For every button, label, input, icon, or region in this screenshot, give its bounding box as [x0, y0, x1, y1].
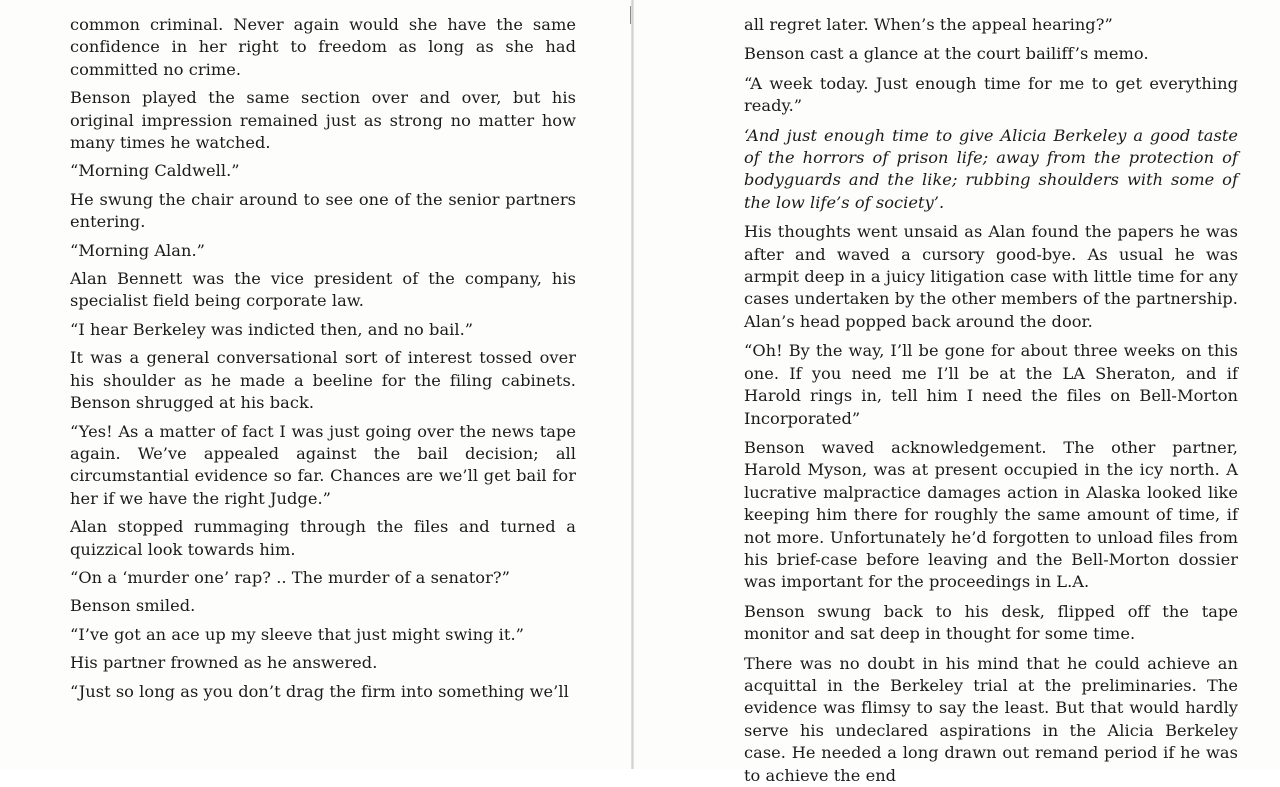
right-paragraph-5: His thoughts went unsaid as Alan found the papers he was after and waved a cursory good-bye. As usual he was armpit deep in a juicy litigation case with little time for any cases undertaken by the other members of the partnership. Alan’s head popped back around the door. — [744, 222, 1238, 331]
left-paragraph-9: “Yes! As a matter of fact I was just going over the news tape again. We’ve appealed against the bail decision; all circumstantial evidence so far. Chances are we’ll get bail for her if we have the right Judge.” — [70, 421, 576, 508]
right-paragraph-7: Benson waved acknowledgement. The other partner, Harold Myson, was at present occupied in the icy north. A lucrative malpractice damages action in Alaska looked like keeping him there for roughly the same amount of time, if not more. Unfortunately he’d forgotten to unload files from his brief-case before leaving and the Bell-Morton dossier was important for the proceedings in L.A. — [744, 437, 1238, 592]
left-paragraph-5: “Morning Alan.” — [70, 240, 205, 260]
right-paragraph-3: “A week today. Just enough time for me to get everything ready.” — [744, 73, 1238, 116]
left-paragraph-14: His partner frowned as he answered. — [70, 653, 378, 673]
left-paragraph-8: It was a general conversational sort of interest tossed over his shoulder as he made a beeline for the filing cabinets. Benson shrugged at his back. — [70, 348, 576, 413]
right-paragraph-6: “Oh! By the way, I’ll be gone for about three weeks on this one. If you need me I’ll be at the LA Sheraton, and if Harold rings in, tell him I need the files on Bell-Morton Incorporated” — [744, 341, 1238, 428]
left-paragraph-12: Benson smiled. — [70, 596, 196, 616]
left-paragraph-15: “Just so long as you don’t drag the firm into something we’ll — [70, 681, 569, 701]
left-paragraph-4: He swung the chair around to see one of the senior partners entering. — [70, 189, 576, 232]
left-paragraph-1: common criminal. Never again would she have the same confidence in her right to freedom as long as she had committed no crime. — [70, 15, 576, 79]
left-paragraph-13: “I’ve got an ace up my sleeve that just might swing it.” — [70, 624, 524, 644]
right-paragraph-9: There was no doubt in his mind that he could achieve an acquittal in the Berkeley trial at the preliminaries. The evidence was flimsy to say the least. But that would hardly serve his undeclared aspirations in the Alicia Berkeley case. He needed a long drawn out remand period if he was to achieve the end — [744, 653, 1238, 785]
left-paragraph-7: “I hear Berkeley was indicted then, and no bail.” — [70, 319, 474, 339]
right-paragraph-4-italic-thought: ‘And just enough time to give Alicia Berkeley a good taste of the horrors of prison life; away from the protection of bodyguards and the like; rubbing shoulders with some of the low life’s of society’. — [744, 125, 1238, 212]
right-page — [636, 0, 1280, 785]
right-paragraph-8: Benson swung back to his desk, flipped off the tape monitor and sat deep in thought for some time. — [744, 601, 1238, 644]
left-paragraph-3: “Morning Caldwell.” — [70, 161, 240, 181]
page-gutter — [631, 0, 634, 769]
fold-mark — [630, 6, 631, 24]
left-paragraph-11: “On a ‘murder one’ rap? .. The murder of a senator?” — [70, 567, 510, 587]
left-page — [0, 0, 632, 769]
left-paragraph-2: Benson played the same section over and over, but his original impression remained just as strong no matter how many times he watched. — [70, 88, 576, 153]
left-paragraph-10: Alan stopped rummaging through the files and turned a quizzical look towards him. — [70, 517, 576, 559]
right-paragraph-2: Benson cast a glance at the court bailiff’s memo. — [744, 44, 1149, 64]
right-paragraph-1: all regret later. When’s the appeal hearing?” — [744, 15, 1113, 34]
left-paragraph-6: Alan Bennett was the vice president of the company, his specialist field being corporate law. — [70, 269, 576, 311]
